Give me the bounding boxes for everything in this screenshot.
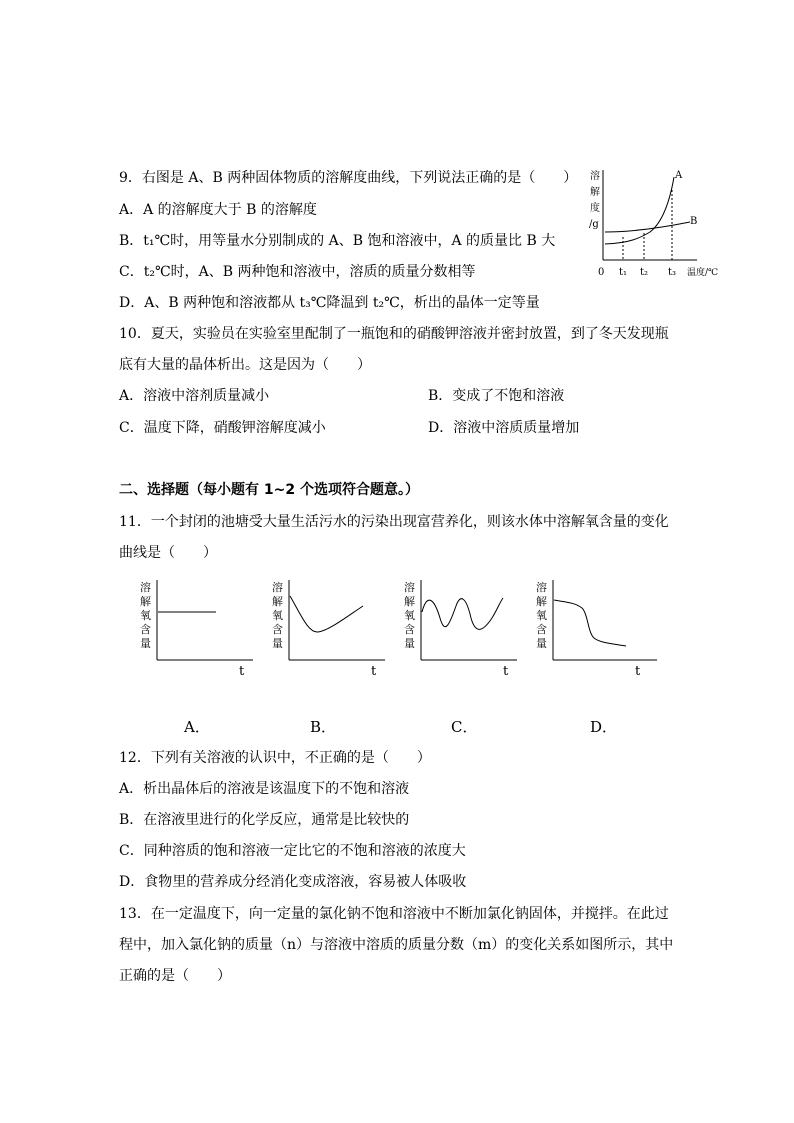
ylabel-char: 解	[272, 595, 283, 608]
curve-oscillating	[422, 598, 503, 629]
graph-t1-label: t₁	[619, 267, 628, 278]
q12-stem: 12．下列有关溶液的认识中，不正确的是（ ）	[119, 750, 431, 766]
ylabel-char: 量	[272, 637, 283, 650]
q10-stem-line1: 10．夏天，实验员在实验室里配制了一瓶饱和的硝酸钾溶液并密封放置，到了冬天发现瓶	[119, 326, 669, 342]
ylabel-char: 氧	[536, 609, 547, 622]
graph-xlabel: 温度/℃	[687, 268, 719, 278]
ylabel-char: 含	[140, 623, 151, 636]
graph-ylabel-char-3: 度	[590, 203, 600, 214]
curve-decline	[554, 600, 626, 646]
ylabel-char: 溶	[140, 581, 151, 594]
q10-option-b: B．变成了不饱和溶液	[428, 388, 565, 404]
oxygen-graph-a	[138, 578, 258, 678]
q10-option-d: D．溶液中溶质质量增加	[428, 420, 580, 436]
q13-stem-line1: 13．在一定温度下，向一定量的氯化钠不饱和溶液中不断加氯化钠固体，并搅拌。在此过	[119, 906, 669, 922]
ylabel-char: 含	[272, 623, 283, 636]
graph-origin-label: 0	[598, 267, 605, 278]
ylabel-char: 量	[404, 637, 415, 650]
oxygen-graph-c	[402, 578, 522, 678]
ylabel-char: 含	[404, 623, 415, 636]
ylabel-char: 量	[536, 637, 547, 650]
x-label: t	[371, 664, 377, 678]
q10-option-c: C．温度下降，硝酸钾溶解度减小	[119, 420, 326, 436]
choice-label-d: D．	[590, 718, 618, 736]
oxygen-graph-d	[534, 578, 659, 678]
q9-option-b: B．t₁℃时，用等量水分别制成的 A、B 饱和溶液中，A 的质量比 B 大	[119, 233, 556, 249]
ylabel-char: 含	[536, 623, 547, 636]
q10-option-a: A．溶液中溶剂质量减小	[119, 388, 270, 404]
section-heading: 二、选择题（每小题有 1~2 个选项符合题意。）	[119, 482, 419, 498]
x-label: t	[635, 664, 641, 678]
choice-label-c: C．	[451, 718, 478, 736]
curve-b	[605, 222, 690, 232]
graph-ylabel-char-1: 溶	[590, 171, 600, 182]
graph-t3-label: t₃	[668, 267, 677, 278]
q12-option-d: D．食物里的营养成分经消化变成溶液，容易被人体吸收	[119, 874, 467, 890]
ylabel-char: 解	[404, 595, 415, 608]
q11-stem-line2: 曲线是（ ）	[119, 545, 217, 561]
curve-a-label: A	[675, 170, 683, 181]
q12-option-c: C．同种溶质的饱和溶液一定比它的不饱和溶液的浓度大	[119, 843, 466, 859]
solubility-curve-graph	[585, 165, 735, 285]
ylabel-char: 溶	[536, 581, 547, 594]
graph-t2-label: t₂	[640, 267, 649, 278]
graph-ylabel-char-4: /g	[589, 219, 599, 230]
choice-label-b: B．	[310, 718, 337, 736]
q9-option-a: A．A 的溶解度大于 B 的溶解度	[119, 202, 317, 218]
ylabel-char: 氧	[140, 609, 151, 622]
q12-option-b: B．在溶液里进行的化学反应，通常是比较快的	[119, 812, 410, 828]
graph-ylabel-char-2: 解	[590, 187, 600, 198]
x-label: t	[503, 664, 509, 678]
ylabel-char: 氧	[404, 609, 415, 622]
q13-stem-line3: 正确的是（ ）	[119, 968, 231, 984]
ylabel-char: 氧	[272, 609, 283, 622]
q12-option-a: A．析出晶体后的溶液是该温度下的不饱和溶液	[119, 781, 410, 797]
ylabel-char: 量	[140, 637, 151, 650]
x-label: t	[239, 664, 245, 678]
q10-stem-line2: 底有大量的晶体析出。这是因为（ ）	[119, 357, 371, 373]
q9-option-c: C．t₂℃时，A、B 两种饱和溶液中，溶质的质量分数相等	[119, 264, 476, 280]
ylabel-char: 溶	[404, 581, 415, 594]
q13-stem-line2: 程中，加入氯化钠的质量（n）与溶液中溶质的质量分数（m）的变化关系如图所示，其中	[119, 937, 674, 953]
choice-label-a: A．	[184, 718, 210, 736]
q11-stem-line1: 11．一个封闭的池塘受大量生活污水的污染出现富营养化，则该水体中溶解氧含量的变化	[119, 514, 669, 530]
q9-stem: 9．右图是 A、B 两种固体物质的溶解度曲线，下列说法正确的是（ ）	[119, 170, 578, 186]
curve-b-label: B	[690, 216, 698, 227]
q9-option-d: D．A、B 两种饱和溶液都从 t₃℃降温到 t₂℃，析出的晶体一定等量	[119, 295, 540, 311]
ylabel-char: 溶	[272, 581, 283, 594]
ylabel-char: 解	[536, 595, 547, 608]
ylabel-char: 解	[140, 595, 151, 608]
oxygen-graph-b	[270, 578, 390, 678]
curve-a	[605, 177, 674, 244]
curve-dip-rise	[290, 596, 363, 632]
